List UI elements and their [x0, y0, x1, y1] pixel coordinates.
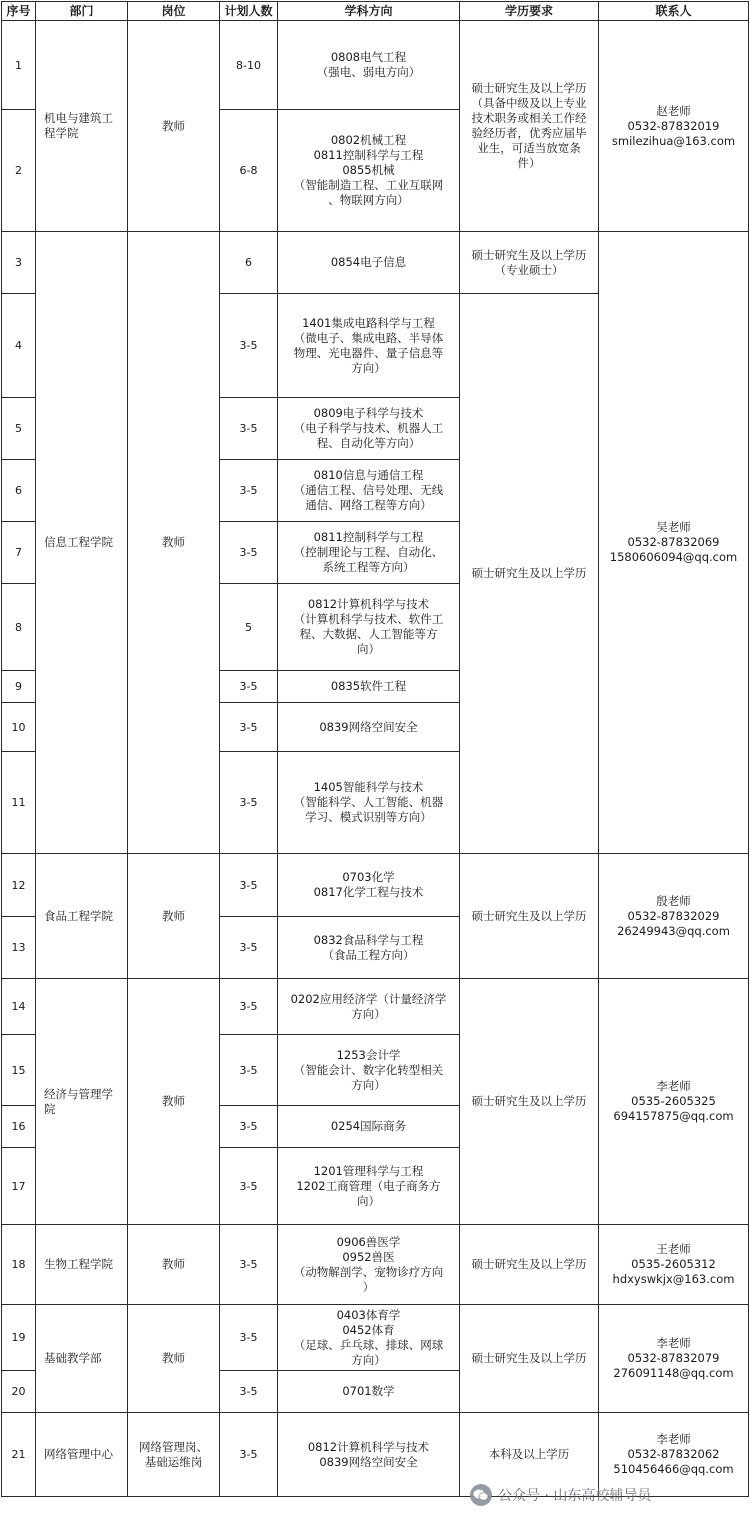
subject-cell	[278, 294, 460, 398]
text-line: 510456466@qq.com	[613, 1462, 734, 1476]
serial-cell: 15	[2, 1035, 36, 1106]
text-line: 网络管理中心	[44, 1447, 113, 1461]
text-line: 教师	[162, 118, 185, 133]
text-line: 0403体育学	[336, 1307, 401, 1322]
education-cell	[460, 979, 599, 1225]
text-line: （计算机科学与技术、软件工	[293, 612, 444, 626]
text-line: （具备中级及以上专业	[471, 96, 587, 110]
post-cell	[128, 21, 220, 232]
text-line: 方向）	[351, 1077, 386, 1092]
planned-count-cell: 3-5	[220, 1371, 278, 1413]
department-cell	[36, 1225, 128, 1305]
subject-cell	[278, 703, 460, 752]
planned-count-cell: 3-5	[220, 1035, 278, 1106]
text-line: 1201管理科学与工程	[313, 1163, 424, 1178]
serial-cell: 11	[2, 752, 36, 854]
text-line: 0802机械工程	[330, 133, 407, 147]
planned-count-cell: 3-5	[220, 398, 278, 460]
serial-cell: 18	[2, 1225, 36, 1305]
col-header: 岗位	[128, 2, 220, 21]
watermark-text: 公众号 · 山东高校辅导员	[498, 1488, 652, 1504]
text-line: （足球、乒乓球、排球、网球	[293, 1337, 444, 1352]
education-cell	[460, 21, 599, 232]
text-line: 李老师	[656, 1432, 691, 1446]
text-line: 信息工程学院	[44, 535, 113, 549]
subject-cell	[278, 21, 460, 110]
text-line: 物理、光电器件、量子信息等	[293, 345, 444, 360]
text-line: 硕士研究生及以上学历	[471, 247, 587, 262]
education-cell	[460, 294, 599, 854]
text-line: 向）	[357, 642, 380, 656]
recruitment-table	[1, 1, 749, 1497]
text-line: （智能制造工程、工业互联网	[293, 178, 444, 192]
subject-cell	[278, 752, 460, 854]
planned-count-cell: 3-5	[220, 979, 278, 1035]
text-line: 经济与管理学	[44, 1086, 113, 1101]
text-line: 0817化学工程与技术	[313, 885, 424, 899]
text-line: 0535-2605312	[631, 1257, 716, 1271]
serial-cell: 5	[2, 398, 36, 460]
text-line: 0254国际商务	[330, 1119, 407, 1133]
subject-cell	[278, 1305, 460, 1371]
text-line: 教师	[162, 1257, 185, 1271]
subject-cell	[278, 1148, 460, 1225]
planned-count-cell: 3-5	[220, 294, 278, 398]
department-cell	[36, 232, 128, 854]
col-header: 联系人	[599, 2, 749, 21]
text-line: 26249943@qq.com	[617, 923, 730, 938]
text-line: 院	[44, 1101, 56, 1116]
text-line: 694157875@qq.com	[613, 1109, 734, 1123]
text-line: 教师	[162, 535, 185, 549]
serial-cell: 7	[2, 522, 36, 584]
text-line: 技术职务或相关工作经	[471, 111, 587, 125]
planned-count-cell: 3-5	[220, 671, 278, 703]
col-header: 计划人数	[220, 2, 278, 21]
text-line: 0839网络空间安全	[319, 719, 418, 734]
text-line: （强电、弱电方向）	[316, 65, 421, 79]
text-line: 硕士研究生及以上学历	[471, 1257, 587, 1271]
serial-cell: 2	[2, 110, 36, 232]
text-line: 本科及以上学历	[488, 1447, 570, 1461]
col-header: 学历要求	[460, 2, 599, 21]
text-line: 网络管理岗、	[139, 1439, 208, 1454]
text-line: 1405智能科学与技术	[313, 780, 424, 794]
text-line: 基础教学部	[44, 1351, 102, 1365]
text-line: （通信工程、信号处理、无线	[293, 483, 444, 497]
serial-cell: 17	[2, 1148, 36, 1225]
serial-cell: 3	[2, 232, 36, 294]
text-line: 殷老师	[656, 893, 691, 908]
text-line: 0532-87832019	[627, 118, 720, 133]
text-line: 0809电子科学与技术	[313, 406, 424, 420]
subject-cell	[278, 917, 460, 979]
text-line: 程、大数据、人工智能等方	[299, 627, 438, 641]
text-line: 0855机械	[342, 163, 395, 177]
text-line: 机电与建筑工	[44, 111, 113, 125]
text-line: （控制理论与工程、自动化、	[293, 545, 444, 559]
text-line: 0808电气工程	[330, 50, 407, 64]
education-cell	[460, 1225, 599, 1305]
department-cell	[36, 1413, 128, 1497]
serial-cell: 13	[2, 917, 36, 979]
text-line: 教师	[162, 1094, 185, 1108]
education-cell	[460, 232, 599, 294]
table-row	[2, 854, 749, 917]
text-line: 0832食品科学与工程	[313, 932, 424, 947]
table-row	[2, 1225, 749, 1305]
watermark	[470, 1484, 651, 1506]
text-line: 硕士研究生及以上学历	[471, 908, 587, 923]
planned-count-cell: 3-5	[220, 522, 278, 584]
education-cell	[460, 854, 599, 979]
text-line: 0812计算机科学与技术	[307, 1439, 430, 1454]
planned-count-cell: 3-5	[220, 854, 278, 917]
text-line: （食品工程方向）	[322, 947, 415, 962]
subject-cell	[278, 398, 460, 460]
text-line: 教师	[162, 908, 185, 923]
text-line: 李老师	[656, 1336, 691, 1350]
subject-cell	[278, 460, 460, 522]
contact-cell	[599, 21, 749, 232]
post-cell	[128, 854, 220, 979]
table-row	[2, 232, 749, 294]
contact-cell	[599, 979, 749, 1225]
text-line: 学习、模式识别等方向）	[305, 810, 432, 824]
planned-count-cell: 3-5	[220, 1225, 278, 1305]
planned-count-cell: 5	[220, 584, 278, 671]
planned-count-cell: 3-5	[220, 460, 278, 522]
serial-cell: 6	[2, 460, 36, 522]
subject-cell	[278, 979, 460, 1035]
serial-cell: 20	[2, 1371, 36, 1413]
text-line: ）	[362, 1279, 375, 1294]
text-line: 0835软件工程	[330, 679, 407, 693]
serial-cell: 8	[2, 584, 36, 671]
text-line: 0810信息与通信工程	[313, 468, 424, 482]
planned-count-cell: 8-10	[220, 21, 278, 110]
text-line: 食品工程学院	[44, 908, 113, 923]
text-line: 0532-87832079	[627, 1351, 720, 1365]
text-line: 教师	[162, 1351, 185, 1365]
text-line: 0811控制科学与工程	[313, 530, 424, 544]
subject-cell	[278, 1225, 460, 1305]
text-line: 1580606094@qq.com	[609, 550, 738, 564]
text-line: 向）	[357, 1193, 380, 1208]
text-line: 0701数学	[342, 1384, 395, 1398]
text-line: 硕士研究生及以上学历	[471, 566, 587, 580]
text-line: （微电子、集成电路、半导体	[293, 330, 444, 345]
col-header: 序号	[2, 2, 36, 21]
text-line: （电子科学与技术、机器人工	[293, 421, 444, 435]
text-line: 赵老师	[656, 103, 691, 118]
department-cell	[36, 854, 128, 979]
department-cell	[36, 21, 128, 232]
text-line: 程学院	[44, 126, 79, 140]
text-line: 0532-87832069	[627, 535, 720, 549]
post-cell	[128, 979, 220, 1225]
text-line: 0811控制科学与工程	[313, 148, 424, 162]
text-line: 1202工商管理（电子商务方	[296, 1178, 441, 1193]
text-line: 基础运维岗	[144, 1454, 203, 1469]
col-header: 部门	[36, 2, 128, 21]
contact-cell	[599, 1305, 749, 1413]
serial-cell: 16	[2, 1106, 36, 1148]
text-line: 、物联网方向）	[328, 193, 409, 207]
text-line: 硕士研究生及以上学历	[471, 81, 587, 95]
text-line: （智能科学、人工智能、机器	[293, 795, 444, 809]
subject-cell	[278, 1413, 460, 1497]
planned-count-cell: 3-5	[220, 752, 278, 854]
text-line: 0532-87832029	[627, 908, 720, 923]
subject-cell	[278, 584, 460, 671]
table-row	[2, 979, 749, 1035]
serial-cell: 12	[2, 854, 36, 917]
text-line: 方向）	[351, 1006, 386, 1021]
text-line: 硕士研究生及以上学历	[471, 1351, 587, 1365]
text-line: （智能会计、数字化转型相关	[293, 1062, 444, 1077]
serial-cell: 9	[2, 671, 36, 703]
serial-cell: 21	[2, 1413, 36, 1497]
text-line: 1253会计学	[336, 1047, 401, 1062]
post-cell	[128, 1413, 220, 1497]
text-line: 0854电子信息	[330, 255, 407, 269]
text-line: hdxyswkjx@163.com	[612, 1272, 735, 1286]
wechat-icon	[470, 1484, 492, 1506]
education-cell	[460, 1305, 599, 1413]
planned-count-cell: 3-5	[220, 1305, 278, 1371]
serial-cell: 19	[2, 1305, 36, 1371]
serial-cell: 4	[2, 294, 36, 398]
planned-count-cell: 6	[220, 232, 278, 294]
post-cell	[128, 1225, 220, 1305]
serial-cell: 14	[2, 979, 36, 1035]
text-line: 0812计算机科学与技术	[307, 597, 430, 611]
text-line: 0839网络空间安全	[319, 1454, 418, 1469]
post-cell	[128, 1305, 220, 1413]
text-line: 硕士研究生及以上学历	[471, 1094, 587, 1108]
text-line: 0952兽医	[342, 1249, 395, 1264]
subject-cell	[278, 110, 460, 232]
text-line: 方向）	[351, 360, 386, 375]
text-line: 程、自动化等方向）	[316, 436, 421, 450]
text-line: 系统工程等方向）	[322, 560, 415, 574]
subject-cell	[278, 522, 460, 584]
subject-cell	[278, 232, 460, 294]
text-line: 通信、网络工程等方向）	[305, 498, 432, 512]
text-line: 0906兽医学	[336, 1234, 401, 1249]
text-line: smilezihua@163.com	[611, 133, 736, 148]
serial-cell: 10	[2, 703, 36, 752]
subject-cell	[278, 854, 460, 917]
subject-cell	[278, 1035, 460, 1106]
department-cell	[36, 1305, 128, 1413]
serial-cell: 1	[2, 21, 36, 110]
text-line: 件）	[517, 156, 541, 170]
text-line: 吴老师	[656, 520, 691, 534]
contact-cell	[599, 854, 749, 979]
contact-cell	[599, 1225, 749, 1305]
text-line: 生物工程学院	[44, 1257, 113, 1271]
text-line: 0202应用经济学（计量经济学	[290, 991, 447, 1006]
text-line: 王老师	[656, 1242, 691, 1256]
text-line: （专业硕士）	[494, 262, 564, 277]
planned-count-cell: 6-8	[220, 110, 278, 232]
planned-count-cell: 3-5	[220, 703, 278, 752]
text-line: 验经历者，优秀应届毕	[471, 126, 587, 140]
text-line: 李老师	[656, 1079, 691, 1093]
post-cell	[128, 232, 220, 854]
planned-count-cell: 3-5	[220, 1413, 278, 1497]
subject-cell	[278, 1106, 460, 1148]
text-line: （动物解剖学、宠物诊疗方向	[293, 1264, 444, 1279]
header-row	[2, 2, 749, 21]
text-line: 0452体育	[342, 1322, 395, 1337]
text-line: 0535-2605325	[631, 1094, 716, 1108]
table-row	[2, 1305, 749, 1371]
table-row	[2, 21, 749, 110]
planned-count-cell: 3-5	[220, 1148, 278, 1225]
subject-cell	[278, 1371, 460, 1413]
contact-cell	[599, 232, 749, 854]
text-line: 0532-87832062	[627, 1447, 720, 1461]
col-header: 学科方向	[278, 2, 460, 21]
text-line: 业生，可适当放宽条	[477, 141, 581, 155]
text-line: 276091148@qq.com	[613, 1366, 734, 1380]
department-cell	[36, 979, 128, 1225]
planned-count-cell: 3-5	[220, 1106, 278, 1148]
subject-cell	[278, 671, 460, 703]
planned-count-cell: 3-5	[220, 917, 278, 979]
text-line: 1401集成电路科学与工程	[302, 315, 435, 330]
text-line: 0703化学	[342, 870, 395, 884]
text-line: 方向）	[351, 1352, 386, 1367]
